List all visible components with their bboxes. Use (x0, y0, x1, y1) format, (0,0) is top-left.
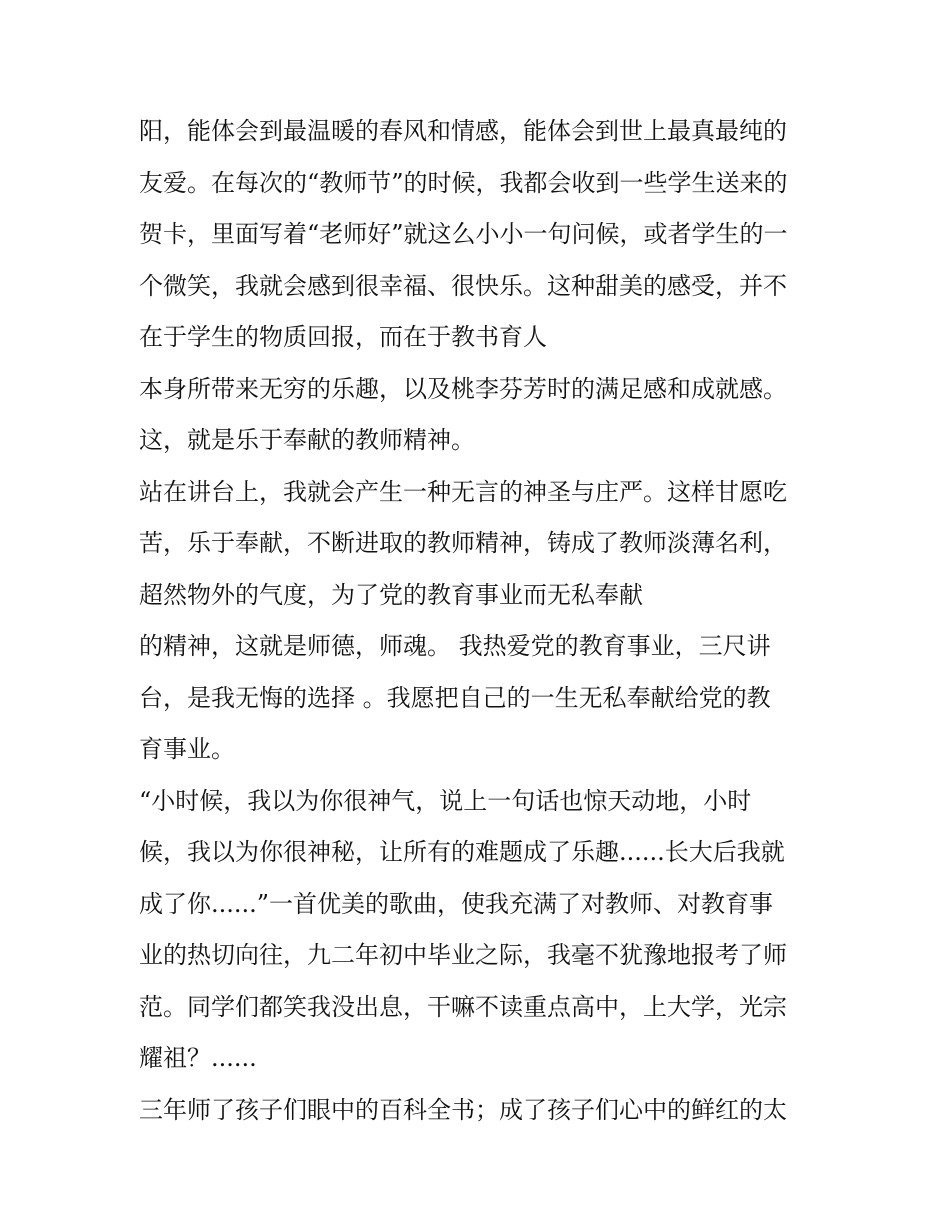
text-line: 育事业。 (139, 735, 235, 763)
text-line: 苦，乐于奉献，不断进取的教师精神，铸成了教师淡薄名利， (139, 529, 787, 557)
text-line: 成了你......”一首优美的歌曲，使我充满了对教师、对教育事 (139, 889, 774, 918)
text-line: 台，是我无悔的选择 。我愿把自己的一生无私奉献给党的教 (139, 683, 771, 712)
text-line: 阳，能体会到最温暖的春风和情感，能体会到世上最真最纯的 (139, 117, 787, 145)
text-line: 耀祖？...... (139, 1044, 257, 1072)
text-line: 范。同学们都笑我没出息，干嘛不读重点高中，上大学，光宗 (139, 992, 787, 1021)
text-line: 个微笑，我就会感到很幸福、很快乐。这种甜美的感受，并不 (139, 271, 787, 300)
text-line: 这，就是乐于奉献的教师精神。 (139, 426, 475, 454)
text-line: 本身所带来无穷的乐趣，以及桃李芬芳时的满足感和成就感。 (139, 374, 787, 403)
text-line: 业的热切向往，九二年初中毕业之际，我毫不犹豫地报考了师 (139, 941, 787, 969)
text-line: 友爱。在每次的“教师节”的时候，我都会收到一些学生送来的 (139, 168, 788, 197)
text-line: 超然物外的气度，为了党的教育事业而无私奉献 (139, 580, 643, 609)
text-line: 站在讲台上，我就会产生一种无言的神圣与庄严。这样甘愿吃 (139, 477, 787, 506)
text-line: 候，我以为你很神秘，让所有的难题成了乐趣......长大后我就 (139, 838, 785, 866)
text-line: 在于学生的物质回报，而在于教书育人 (139, 323, 547, 351)
text-line: 贺卡，里面写着“老师好”就这么小小一句问候，或者学生的一 (139, 220, 788, 248)
text-line: 三年师了孩子们眼中的百科全书；成了孩子们心中的鲜红的太 (139, 1095, 787, 1124)
document-body (139, 106, 819, 1136)
text-line: 的精神，这就是师德，师魂。 我热爱党的教育事业，三尺讲 (139, 632, 771, 660)
text-line: “小时候，我以为你很神气，说上一句话也惊天动地，小时 (139, 786, 752, 815)
